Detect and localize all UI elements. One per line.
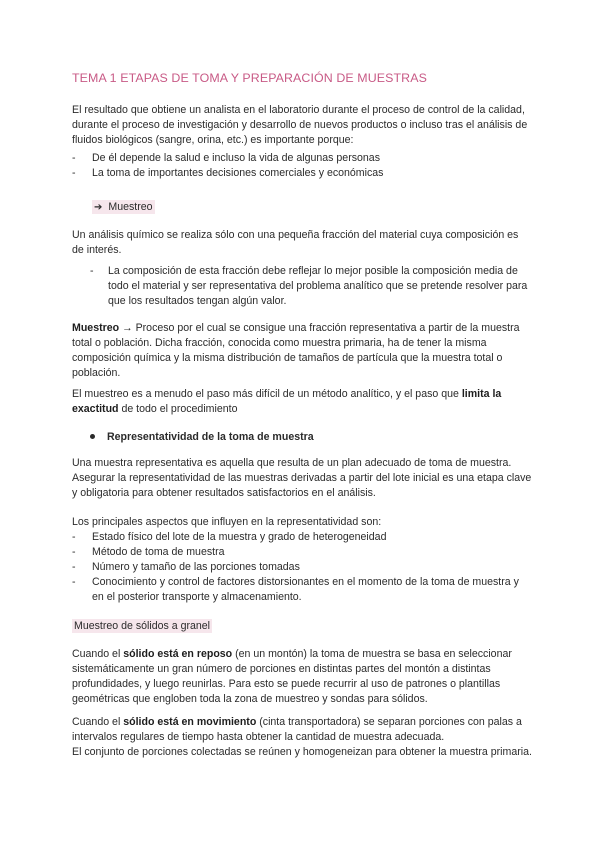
arrow-right-icon: ➔	[94, 202, 103, 213]
definicion-paragraph	[72, 321, 532, 381]
muestreo-heading	[92, 200, 155, 215]
reposo-bold: sólido está en reposo	[123, 648, 233, 660]
aspectos-list	[72, 530, 532, 605]
reposo-text-before: Cuando el	[72, 648, 124, 660]
paso-bold: limita la exactitud	[72, 388, 502, 415]
list-item: - Método de toma de muestra	[72, 545, 532, 560]
representativa-paragraph: Una muestra representativa es aquella que resulta de un plan adecuado de toma de muestra. Asegurar la representatividad de las muestras derivadas a partir del lote inicial es una etapa clave y obligatoria para obtener resultados satisfactorios en el análisis.	[72, 457, 532, 499]
bullet-icon	[90, 434, 95, 439]
movimiento-paragraph-2: El conjunto de porciones colectadas se reúnen y homogeneizan para obtener la muestra primaria.	[72, 746, 532, 758]
movimiento-section	[72, 715, 532, 760]
solidos-heading-label: Muestreo de sólidos a granel	[74, 620, 211, 632]
movimiento-paragraph	[72, 715, 532, 745]
analisis-list	[72, 264, 532, 309]
reposo-text-after: (en un montón) la toma de muestra se basa en seleccionar sistemáticamente un gran número de porciones en distintas partes del montón a distintas profundidades, y luego reunirlas. Para esto se puede recurrir al uso de patrones o plantillas geométricas que engloben toda la zona de muestreo y sondas para sólidos.	[72, 648, 512, 705]
analisis-section	[72, 228, 532, 309]
paso-text-before: El muestreo es a menudo el paso más difícil de un método analítico, y el paso que	[72, 388, 462, 400]
movimiento-text-after: (cinta transportadora) se separan porciones con palas a intervalos regulares de tiempo hasta obtener la cantidad de muestra adecuada.	[72, 716, 522, 743]
solidos-heading	[72, 619, 212, 634]
representatividad-heading-label: Representatividad de la toma de muestra	[107, 431, 314, 443]
aspectos-section	[72, 515, 532, 605]
muestreo-heading-label: Muestreo	[108, 201, 153, 213]
definicion-text: Proceso por el cual se consigue una fracción representativa a partir de la muestra total o población. Dicha fracción, conocida como muestra primaria, ha de tener la misma composición química y la misma distribución de tamaños de partícula que la muestra total o población.	[72, 322, 520, 379]
representativa-section	[72, 456, 532, 501]
movimiento-bold: sólido está en movimiento	[123, 716, 257, 728]
reposo-paragraph	[72, 647, 532, 707]
list-item: - La toma de importantes decisiones comerciales y económicas	[72, 166, 532, 181]
representatividad-heading	[90, 430, 314, 445]
intro-paragraph: El resultado que obtiene un analista en el laboratorio durante el proceso de control de la calidad, durante el proceso de investigación y desarrollo de nuevos productos o incluso tras el análisis de fluidos biológicos (sangre, orina, etc.) es importante porque:	[72, 104, 528, 146]
page-title: TEMA 1 ETAPAS DE TOMA Y PREPARACIÓN DE MUESTRAS	[72, 71, 427, 85]
definicion-section	[72, 321, 532, 381]
paso-section	[72, 387, 532, 417]
paso-paragraph	[72, 387, 532, 417]
aspectos-paragraph: Los principales aspectos que influyen en la representatividad son:	[72, 516, 382, 528]
definicion-term: Muestreo	[72, 322, 120, 334]
intro-list	[72, 151, 532, 181]
list-item: - Estado físico del lote de la muestra y grado de heterogeneidad	[72, 530, 532, 545]
intro-section	[72, 103, 532, 181]
list-item: - La composición de esta fracción debe reflejar lo mejor posible la composición media de todo el material y ser representativa del problema analítico que se pretende resolver para que los resultados tengan algún valor.	[72, 264, 532, 309]
definicion-arrow: →	[119, 322, 136, 334]
movimiento-text-before: Cuando el	[72, 716, 124, 728]
list-item: - Conocimiento y control de factores distorsionantes en el momento de la toma de muestra y en el posterior transporte y almacenamiento.	[72, 575, 532, 605]
list-item: - De él depende la salud e incluso la vida de algunas personas	[72, 151, 532, 166]
muestreo-heading-highlight	[92, 200, 155, 214]
paso-text-after: de todo el procedimiento	[118, 403, 238, 415]
list-item: - Número y tamaño de las porciones tomadas	[72, 560, 532, 575]
reposo-section	[72, 647, 532, 707]
analisis-paragraph: Un análisis químico se realiza sólo con una pequeña fracción del material cuya composición es de interés.	[72, 229, 519, 256]
